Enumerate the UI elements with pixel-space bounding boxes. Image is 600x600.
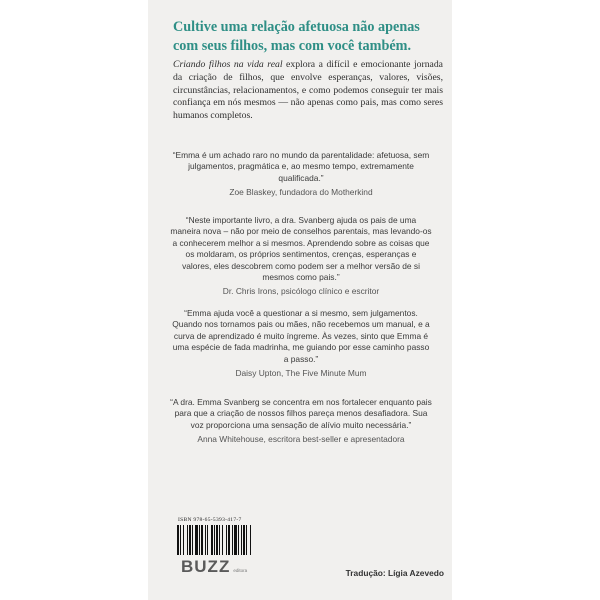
quote-author: Daisy Upton, The Five Minute Mum: [235, 368, 367, 379]
quote-text: “Emma é um achado raro no mundo da parentalidade: afetuosa, sem julgamentos, pragmática e, ao mesmo tempo, extremamente qualificada.”: [172, 150, 430, 183]
barcode-icon: [177, 525, 257, 555]
publisher-logo-sub: editora: [233, 568, 248, 573]
publisher-logo-text: BUZZ: [181, 557, 231, 576]
intro-paragraph: [173, 59, 443, 123]
blurb-quote: [170, 215, 432, 298]
quote-text: “A dra. Emma Svanberg se concentra em nos fortalecer enquanto pais para que a criação de nossos filhos pareça menos desafiadora. Sua voz proporciona uma sensação de alívio muito necessária.”: [170, 397, 432, 430]
quote-author: Anna Whitehouse, escritora best-seller e apresentadora: [197, 434, 405, 445]
isbn-label: ISBN 978-65-5393-417-7: [178, 517, 242, 523]
book-title: Criando filhos na vida real: [173, 59, 283, 70]
quote-text: “Emma ajuda você a questionar a si mesmo, sem julgamentos. Quando nos tornamos pais ou mães, não recebemos um manual, e a curva de aprendizado é muito íngreme. Às vezes, sinto que Emma é uma espécie de fada madrinha, me guiando por esse caminho passo a passo.”: [172, 308, 430, 364]
blurb-quote: [170, 150, 432, 199]
quote-author: Zoe Blaskey, fundadora do Motherkind: [229, 187, 373, 198]
translator-credit: Tradução: Lígia Azevedo: [345, 568, 444, 578]
quote-author: Dr. Chris Irons, psicólogo clínico e escritor: [222, 286, 380, 297]
blurb-quote: [170, 397, 432, 446]
publisher-logo: [181, 558, 247, 575]
intro-text: explora a difícil e emocionante jornada da criação de filhos, que envolve esperanças, valores, visões, circunstâncias, relacionamentos, e como podemos conseguir ter mais confiança em nós mesmos — não apenas como pais, mas como seres humanos completos.: [173, 59, 443, 122]
quote-text: “Neste importante livro, a dra. Svanberg ajuda os pais de uma maneira nova – não por meio de conselhos parentais, mas levando-os a conhecerem melhor a si mesmos. Aprendendo sobre as coisas que os moldaram, os próprios sentimentos, crenças, esperanças e valores, eles descobrem como podem ser a melhor versão de si mesmos como pais.”: [170, 215, 432, 283]
blurb-quote: [170, 308, 432, 379]
back-cover: [148, 0, 452, 600]
headline: Cultive uma relação afetuosa não apenas com seus filhos, mas com você também.: [173, 19, 420, 54]
